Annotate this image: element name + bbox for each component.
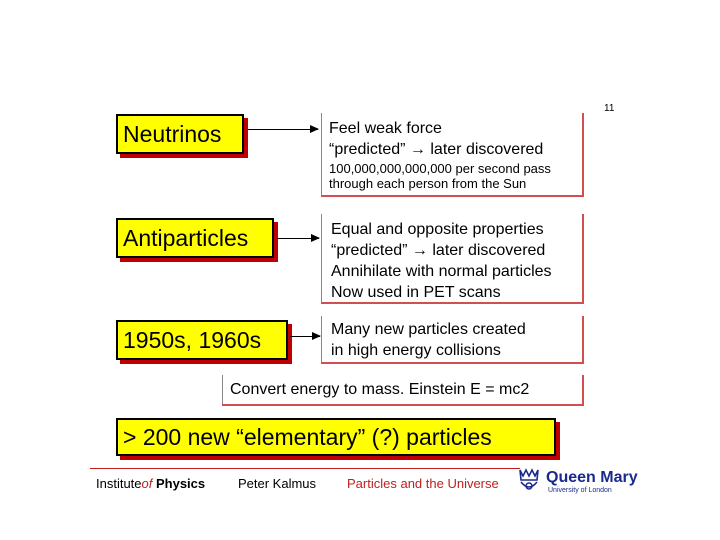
decades-line-1: Many new particles created xyxy=(331,321,526,338)
antiparticles-line-3: Annihilate with normal particles xyxy=(331,263,552,280)
queen-mary-crest-icon xyxy=(514,466,544,494)
footer-title: Particles and the Universe xyxy=(347,476,499,491)
antiparticles-line-2: “predicted” → later discovered xyxy=(331,242,546,259)
decades-arrow xyxy=(290,336,320,337)
antiparticles-line-1: Equal and opposite properties xyxy=(331,221,544,238)
neutrinos-line-4: through each person from the Sun xyxy=(329,176,527,191)
decades-line-2: in high energy collisions xyxy=(331,342,501,359)
slide-number: 11 xyxy=(604,103,615,114)
decades-box xyxy=(116,320,288,360)
antiparticles-line-4: Now used in PET scans xyxy=(331,284,501,301)
antiparticles-label: Antiparticles xyxy=(123,224,249,251)
queen-mary-name: Queen Mary xyxy=(546,469,638,486)
footer-divider xyxy=(90,468,520,469)
neutrinos-box xyxy=(116,114,244,154)
neutrinos-info-box xyxy=(321,113,584,197)
institute-of-text: of xyxy=(141,476,153,491)
convert-text: Convert energy to mass. Einstein E = mc2 xyxy=(230,381,530,398)
neutrinos-line-2: “predicted” → later discovered xyxy=(329,141,544,158)
institute-text: Institute xyxy=(96,476,142,491)
institute-physics-text: Physics xyxy=(152,476,206,491)
antiparticles-box xyxy=(116,218,274,258)
decades-label: 1950s, 1960s xyxy=(123,326,262,353)
convert-box xyxy=(222,375,584,406)
antiparticles-info-box xyxy=(321,214,584,304)
decades-info-box xyxy=(321,316,584,364)
elementary-box xyxy=(116,418,556,456)
institute-of-physics-logo xyxy=(96,476,205,491)
antiparticles-arrow xyxy=(277,238,319,239)
elementary-label: > 200 new “elementary” (?) particles xyxy=(123,423,492,450)
neutrinos-line-1: Feel weak force xyxy=(329,120,442,137)
footer-author: Peter Kalmus xyxy=(238,476,317,491)
neutrinos-arrow xyxy=(248,129,318,130)
neutrinos-label: Neutrinos xyxy=(123,120,222,147)
queen-mary-subtitle: University of London xyxy=(548,487,612,494)
neutrinos-line-3: 100,000,000,000,000 per second pass xyxy=(329,161,551,176)
